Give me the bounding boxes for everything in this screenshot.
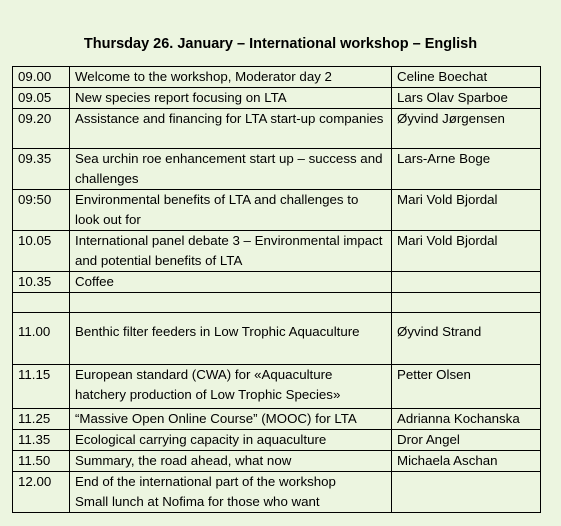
topic-cell: Welcome to the workshop, Moderator day 2 <box>70 67 392 88</box>
topic-cell: Coffee <box>70 272 392 293</box>
time-cell: 11.35 <box>13 430 70 451</box>
time-cell: 11.25 <box>13 409 70 430</box>
table-row <box>13 190 541 231</box>
agenda-table <box>12 66 541 513</box>
topic-cell: Benthic filter feeders in Low Trophic Aquaculture <box>70 313 392 365</box>
speaker-cell: Mari Vold Bjordal <box>392 231 541 272</box>
time-cell: 09.20 <box>13 109 70 149</box>
table-row <box>13 365 541 409</box>
topic-cell: “Massive Open Online Course” (MOOC) for LTA <box>70 409 392 430</box>
time-cell: 11.15 <box>13 365 70 409</box>
speaker-cell <box>392 472 541 513</box>
topic-cell: New species report focusing on LTA <box>70 88 392 109</box>
table-row <box>13 293 541 313</box>
table-row <box>13 472 541 513</box>
table-row <box>13 109 541 149</box>
topic-cell: International panel debate 3 – Environmental impact and potential benefits of LTA <box>70 231 392 272</box>
speaker-cell <box>392 293 541 313</box>
speaker-cell: Dror Angel <box>392 430 541 451</box>
time-cell <box>13 293 70 313</box>
table-row <box>13 451 541 472</box>
table-row <box>13 88 541 109</box>
page-title: Thursday 26. January – International workshop – English <box>83 36 478 52</box>
speaker-cell: Øyvind Jørgensen <box>392 109 541 149</box>
speaker-cell: Adrianna Kochanska <box>392 409 541 430</box>
speaker-cell: Celine Boechat <box>392 67 541 88</box>
time-cell: 12.00 <box>13 472 70 513</box>
table-row <box>13 313 541 365</box>
time-cell: 11.00 <box>13 313 70 365</box>
topic-line: Small lunch at Nofima for those who want <box>75 494 320 509</box>
topic-cell <box>70 472 392 513</box>
speaker-cell: Mari Vold Bjordal <box>392 190 541 231</box>
time-cell: 09:50 <box>13 190 70 231</box>
time-cell: 09.35 <box>13 149 70 190</box>
table-row <box>13 67 541 88</box>
table-row <box>13 272 541 293</box>
speaker-cell: Michaela Aschan <box>392 451 541 472</box>
topic-cell: Sea urchin roe enhancement start up – success and challenges <box>70 149 392 190</box>
topic-cell: Ecological carrying capacity in aquaculture <box>70 430 392 451</box>
time-cell: 10.05 <box>13 231 70 272</box>
time-cell: 10.35 <box>13 272 70 293</box>
topic-cell: European standard (CWA) for «Aquaculture hatchery production of Low Trophic Species» <box>70 365 392 409</box>
table-row <box>13 430 541 451</box>
time-cell: 09.05 <box>13 88 70 109</box>
time-cell: 11.50 <box>13 451 70 472</box>
speaker-cell: Øyvind Strand <box>392 313 541 365</box>
topic-line: End of the international part of the workshop <box>75 474 336 489</box>
table-row <box>13 231 541 272</box>
topic-cell <box>70 293 392 313</box>
speaker-cell: Petter Olsen <box>392 365 541 409</box>
speaker-cell: Lars-Arne Boge <box>392 149 541 190</box>
table-row <box>13 149 541 190</box>
speaker-cell: Lars Olav Sparboe <box>392 88 541 109</box>
time-cell: 09.00 <box>13 67 70 88</box>
topic-cell: Environmental benefits of LTA and challenges to look out for <box>70 190 392 231</box>
topic-cell: Summary, the road ahead, what now <box>70 451 392 472</box>
speaker-cell <box>392 272 541 293</box>
topic-cell: Assistance and financing for LTA start-up companies <box>70 109 392 149</box>
table-row <box>13 409 541 430</box>
